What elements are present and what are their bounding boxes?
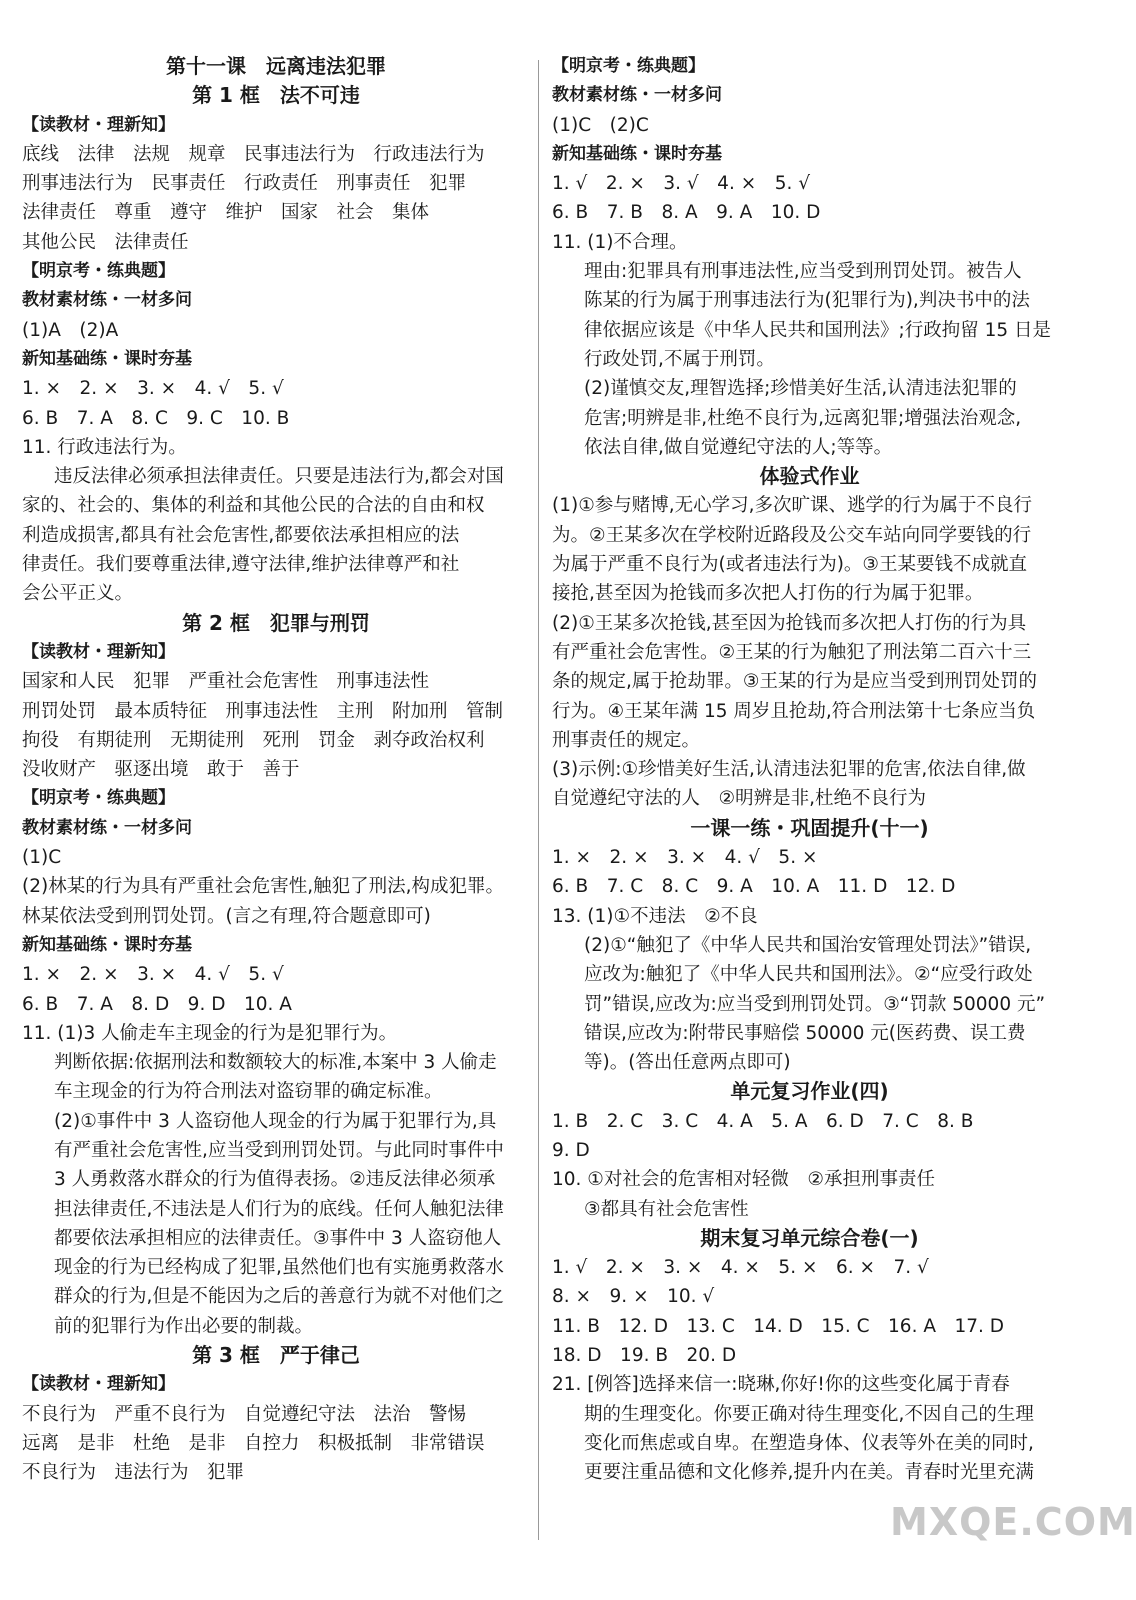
text-line: 1. B 2. C 3. C 4. A 5. A 6. D 7. C 8. B — [552, 1110, 974, 1132]
text-line: 刑罚处罚 最本质特征 刑事违法性 主刑 附加刑 管制 — [22, 700, 504, 722]
text-line: 不良行为 严重不良行为 自觉遵纪守法 法治 警惕 — [22, 1403, 467, 1425]
subsection-label: 【明京考・练典题】 — [552, 56, 705, 76]
text-line: 11. (1)3 人偷走车主现金的行为是犯罪行为。 — [22, 1022, 398, 1044]
text-line: 底线 法律 法规 规章 民事违法行为 行政违法行为 — [22, 143, 485, 165]
text-line: 有严重社会危害性。②王某的行为触犯了刑法第二百六十三 — [552, 641, 1032, 663]
watermark: MXQE.COM — [890, 1500, 1136, 1544]
text-line: 条的规定,属于抢劫罪。③王某的行为是应当受到刑罚处罚的 — [552, 671, 1037, 693]
text-line: 1. √ 2. × 3. √ 4. × 5. √ — [552, 173, 811, 195]
text-line: 危害;明辨是非,杜绝不良行为,远离犯罪;增强法治观念, — [584, 407, 1022, 429]
right-column — [552, 52, 1067, 1488]
text-line: 6. B 7. A 8. C 9. C 10. B — [22, 407, 290, 429]
subsection-label: 教材素材练・一材多问 — [22, 290, 192, 311]
text-line: 律责任。我们要尊重法律,遵守法律,维护法律尊严和社 — [22, 554, 460, 576]
text-line: 刑事违法行为 民事责任 行政责任 刑事责任 犯罪 — [22, 173, 467, 195]
text-line: 理由:犯罪具有刑事违法性,应当受到刑罚处罚。被告人 — [584, 261, 1022, 283]
subsection-label: 【明京考・练典题】 — [22, 788, 175, 809]
text-line: 11. B 12. D 13. C 14. D 15. C 16. A 17. D — [552, 1315, 1005, 1337]
text-line: (3)示例:①珍惜美好生活,认清违法犯罪的危害,依法自律,做 — [552, 759, 1026, 781]
text-line: 为。②王某多次在学校附近路段及公交车站向同学要钱的行 — [552, 524, 1032, 546]
text-line: 会公平正义。 — [22, 583, 134, 605]
text-line: 国家和人民 犯罪 严重社会危害性 刑事违法性 — [22, 671, 430, 693]
text-line: 6. B 7. C 8. C 9. A 10. A 11. D 12. D — [552, 876, 956, 898]
text-line: 18. D 19. B 20. D — [552, 1345, 737, 1367]
section-heading: 体验式作业 — [759, 464, 860, 489]
text-line: 自觉遵纪守法的人 ②明辨是非,杜绝不良行为 — [552, 788, 926, 810]
text-line: 担法律责任,不违法是人们行为的底线。任何人触犯法律 — [54, 1198, 504, 1220]
text-line: (2)林某的行为具有严重社会危害性,触犯了刑法,构成犯罪。 — [22, 876, 504, 898]
text-line: 11. (1)不合理。 — [552, 231, 688, 253]
text-line: 1. × 2. × 3. × 4. √ 5. √ — [22, 964, 284, 986]
section-heading: 一课一练・巩固提升(十一) — [690, 815, 929, 840]
subsection-label: 【读教材・理新知】 — [22, 114, 175, 135]
subsection-label: 新知基础练・课时夯基 — [22, 348, 192, 369]
subsection-label: 【明京考・练典题】 — [22, 261, 175, 282]
text-line: 接抢,甚至因为抢钱而多次把人打伤的行为属于犯罪。 — [552, 583, 984, 605]
section-heading: 期末复习单元综合卷(一) — [700, 1225, 919, 1250]
text-line: 律依据应该是《中华人民共和国刑法》;行政拘留 15 日是 — [584, 319, 1052, 341]
section-heading: 第 2 框 犯罪与刑罚 — [182, 610, 370, 635]
text-line: 8. × 9. × 10. √ — [552, 1286, 715, 1308]
text-line: 9. D — [552, 1139, 590, 1161]
text-line: (1)A (2)A — [22, 319, 119, 341]
text-line: 林某依法受到刑罚处罚。(言之有理,符合题意即可) — [22, 905, 431, 927]
text-line: 13. (1)①不违法 ②不良 — [552, 905, 758, 927]
text-line: ③都具有社会危害性 — [584, 1198, 749, 1220]
text-line: 期的生理变化。你要正确对待生理变化,不因自己的生理 — [584, 1403, 1034, 1425]
text-line: 都要依法承担相应的法律责任。③事件中 3 人盗窃他人 — [54, 1227, 502, 1249]
subsection-label: 教材素材练・一材多问 — [22, 817, 192, 838]
text-line: 更要注重品德和文化修养,提升内在美。青春时光里充满 — [584, 1462, 1034, 1484]
text-line: 6. B 7. A 8. D 9. D 10. A — [22, 993, 292, 1015]
subsection-label: 新知基础练・课时夯基 — [552, 143, 722, 164]
text-line: 前的犯罪行为作出必要的制裁。 — [54, 1315, 314, 1337]
text-line: 陈某的行为属于刑事违法行为(犯罪行为),判决书中的法 — [584, 290, 1030, 312]
text-line: 现金的行为已经构成了犯罪,虽然他们也有实施勇救落水 — [54, 1257, 504, 1279]
text-line: (1)①参与赌博,无心学习,多次旷课、逃学的行为属于不良行 — [552, 495, 1033, 517]
text-line: 不良行为 违法行为 犯罪 — [22, 1462, 245, 1484]
subsection-label: 新知基础练・课时夯基 — [22, 934, 192, 955]
text-line: 变化而焦虑或自卑。在塑造身体、仪表等外在美的同时, — [584, 1432, 1034, 1454]
text-line: 其他公民 法律责任 — [22, 231, 189, 253]
text-line: 10. ①对社会的危害相对轻微 ②承担刑事责任 — [552, 1169, 935, 1191]
text-line: 刑事责任的规定。 — [552, 729, 701, 751]
text-line: (2)①王某多次抢钱,甚至因为抢钱而多次把人打伤的行为具 — [552, 612, 1027, 634]
text-line: 11. 行政违法行为。 — [22, 436, 187, 458]
text-line: 车主现金的行为符合刑法对盗窃罪的确定标准。 — [54, 1081, 443, 1103]
section-heading: 第 1 框 法不可违 — [192, 83, 360, 108]
text-line: (2)①“触犯了《中华人民共和国治安管理处罚法》”错误, — [584, 934, 1032, 956]
section-heading: 单元复习作业(四) — [730, 1079, 889, 1104]
text-line: 为属于严重不良行为(或者违法行为)。③王某要钱不成就直 — [552, 554, 1028, 576]
text-line: 有严重社会危害性,应当受到刑罚处罚。与此同时事件中 — [54, 1139, 504, 1161]
section-heading: 第十一课 远离违法犯罪 — [166, 54, 386, 78]
left-column — [22, 52, 530, 1488]
text-line: 错误,应改为:附带民事赔偿 50000 元(医药费、误工费 — [584, 1022, 1026, 1044]
text-line: 法律责任 尊重 遵守 维护 国家 社会 集体 — [22, 202, 430, 224]
section-heading: 第 3 框 严于律己 — [192, 1343, 360, 1368]
text-line: 21. [例答]选择来信一:晓琳,你好!你的这些变化属于青春 — [552, 1374, 1010, 1396]
subsection-label: 教材素材练・一材多问 — [552, 85, 722, 106]
text-line: 违反法律必须承担法律责任。只要是违法行为,都会对国 — [54, 466, 504, 488]
text-line: 6. B 7. B 8. A 9. A 10. D — [552, 202, 821, 224]
text-line: 等)。(答出任意两点即可) — [584, 1052, 791, 1074]
text-line: 没收财产 驱逐出境 敢于 善于 — [22, 759, 300, 781]
text-line: 1. × 2. × 3. × 4. √ 5. × — [552, 847, 818, 869]
subsection-label: 【读教材・理新知】 — [22, 641, 175, 662]
text-line: 群众的行为,但是不能因为之后的善意行为就不对他们之 — [54, 1286, 504, 1308]
column-divider — [538, 60, 539, 1540]
text-line: 拘役 有期徒刑 无期徒刑 死刑 罚金 剥夺政治权利 — [22, 729, 485, 751]
text-line: 3 人勇救落水群众的行为值得表扬。②违反法律必须承 — [54, 1169, 496, 1191]
text-line: (2)谨慎交友,理智选择;珍惜美好生活,认清违法犯罪的 — [584, 378, 1017, 400]
text-line: 家的、社会的、集体的利益和其他公民的合法的自由和权 — [22, 495, 485, 517]
text-line: 1. × 2. × 3. × 4. √ 5. √ — [22, 378, 284, 400]
text-line: 1. √ 2. × 3. × 4. × 5. × 6. × 7. √ — [552, 1257, 929, 1279]
subsection-label: 【读教材・理新知】 — [22, 1374, 175, 1395]
text-line: 行政处罚,不属于刑罚。 — [584, 348, 775, 370]
text-line: 行为。④王某年满 15 周岁且抢劫,符合刑法第十七条应当负 — [552, 700, 1036, 722]
text-line: (2)①事件中 3 人盗窃他人现金的行为属于犯罪行为,具 — [54, 1110, 497, 1132]
text-line: (1)C (2)C — [552, 114, 649, 136]
text-line: 远离 是非 杜绝 是非 自控力 积极抵制 非常错误 — [22, 1432, 485, 1454]
text-line: 依法自律,做自觉遵纪守法的人;等等。 — [584, 436, 893, 458]
text-line: 利造成损害,都具有社会危害性,都要依法承担相应的法 — [22, 524, 460, 546]
text-line: (1)C — [22, 847, 62, 869]
text-line: 判断依据:依据刑法和数额较大的标准,本案中 3 人偷走 — [54, 1052, 497, 1074]
text-line: 应改为:触犯了《中华人民共和国刑法》。②“应受行政处 — [584, 964, 1033, 986]
text-line: 罚”错误,应改为:应当受到刑罚处罚。③“罚款 50000 元” — [584, 993, 1046, 1015]
